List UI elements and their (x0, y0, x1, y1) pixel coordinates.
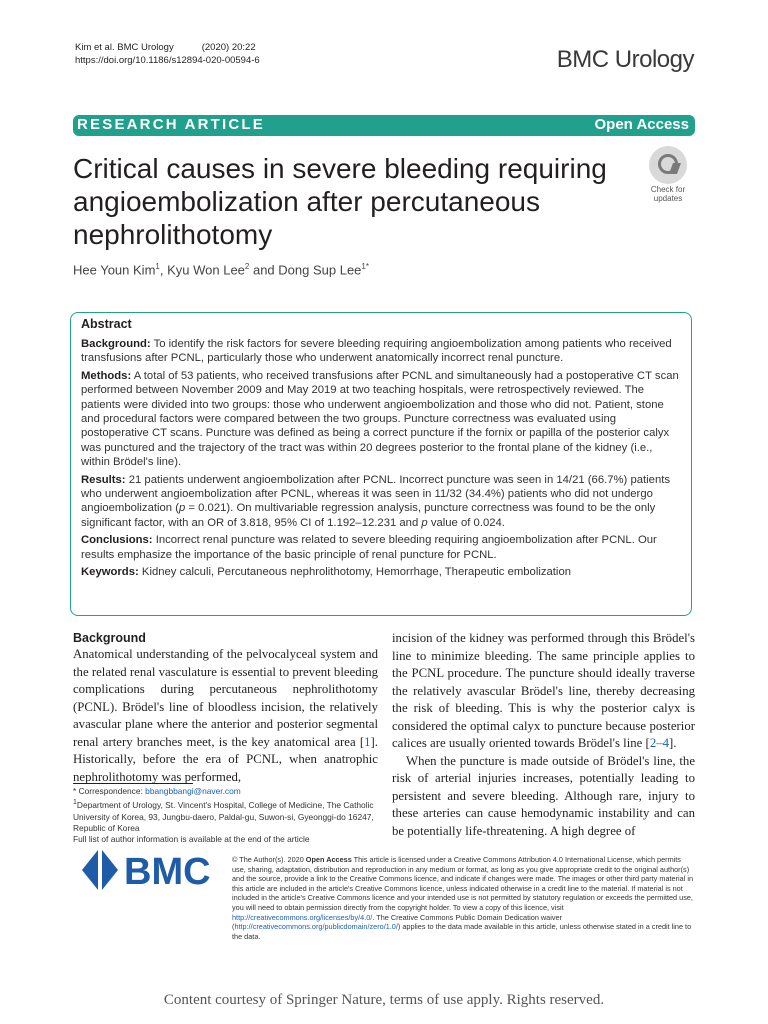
reference-link[interactable]: 2–4 (649, 736, 670, 750)
section-heading: Background (73, 631, 146, 645)
footnote: * Correspondence: bbangbbangi@naver.com $^1$Department of Urology, St. Vincent's Hospital, College of Medicine, The Catholic University of Korea, 93, Jungbu-daero, Paldal-gu, Suwon-si, Gyeonggi-do 16247, Republic of Korea Full list of author information is available at the end of the article (73, 786, 378, 846)
journal-name: BMC Urology (556, 46, 694, 73)
license-text: © The Author(s). 2020 Open Access This article is licensed under a Creative Commons Attribution 4.0 International License, which permits use, sharing, adaptation, distribution and reproduction in any medium or format, as long as you give appropriate credit to the original author(s) and the source, provide a link to the Creative Commons licence, and indicate if changes were made. The images or other third party material in this article are included in the article's Creative Commons licence, unless indicated otherwise in a credit line to the material. If material is not included in the article's Creative Commons licence and your intended use is not permitted by statutory regulation or exceeds the permitted use, you will need to obtain permission directly from the copyright holder. To view a copy of this licence, visit http://creativecommons.org/licenses/by/4.0/. The Creative Commons Public Domain Dedication waiver (http://creativecommons.org/publicdomain/zero/1.0/) applies to the data made available in this article, unless otherwise stated in a credit line to the data. (232, 855, 694, 941)
author-name: Dong Sup Lee (278, 262, 362, 278)
abstract-results: Results: 21 patients underwent angioembolization after PCNL. Incorrect puncture was seen in 14/21 (66.7%) patients who underwent angioembolization after PCNL, whereas it was seen in 11/32 (34.4%) patients who did not undergo angioembolization (p = 0.021). On multivariable regression analysis, puncture correctness was found to be the only significant factor, with an OR of 3.818, 95% CI of 1.192–12.231 and p value of 0.024. (81, 473, 671, 529)
author-name: Kyu Won Lee (167, 262, 245, 278)
cc-license-link[interactable]: http://creativecommons.org/licenses/by/4.0/ (232, 912, 373, 922)
check-updates-label: Check for updates (650, 185, 686, 203)
article-title: Critical causes in severe bleeding requiring angioembolization after percutaneous nephrolithotomy (73, 153, 607, 250)
abstract-methods: Methods: A total of 53 patients, who received transfusions after PCNL and simultaneously had a postoperative CT scan performed between November 2009 and May 2019 at two teaching hospitals, were retrospectively reviewed. The patients were divided into two groups: those who underwent angioembolization and those who did not. Patient, stone and procedural factors were compared between the two groups. Puncture correctness was evaluated using postoperative CT scans. Puncture was defined as being a correct puncture if the fornix or papilla of the posterior calyx was punctured and the trajectory of the tract was within 20 degrees posterior to the frontal plane of the kidney (i.e., within Brödel's line). (81, 369, 679, 469)
check-updates-icon (649, 146, 687, 184)
open-access-label: Open Access (594, 116, 689, 133)
citation-authors: Kim et al. BMC Urology (75, 42, 174, 53)
body-column-left (73, 630, 378, 786)
correspondence-email[interactable]: bbangbbangi@naver.com (145, 786, 241, 796)
abstract-background: Background: To identify the risk factors for severe bleeding requiring angioembolization among patients who received transfusions after PCNL, particularly those who underwent anatomically incorrect renal puncture. (81, 338, 672, 365)
courtesy-footer: Content courtesy of Springer Nature, terms of use apply. Rights reserved. (163, 992, 605, 1008)
citation-header (75, 41, 260, 67)
cc-waiver-link[interactable]: http://creativecommons.org/publicdomain/zero/1.0/ (234, 922, 398, 932)
citation-year: (2020) 20:22 (201, 42, 256, 53)
body-paragraph: Anatomical understanding of the pelvocalyceal system and the related renal vasculature is essential to prevent bleeding complications during percutaneous nephrolithotomy (PCNL). Brödel's line of bloodless incision, the relatively avascular plane where the anterior and posterior segmental renal artery branches meet, is the key anatomical area [1]. Historically, before the era of PCNL, when anatrophic nephrolithotomy was performed, (73, 647, 378, 784)
reference-link[interactable]: 1 (364, 734, 371, 749)
article-banner (73, 115, 695, 136)
abstract-box (70, 312, 692, 616)
bmc-logo (82, 846, 218, 894)
author-name: Hee Youn Kim (73, 262, 156, 278)
article-type: RESEARCH ARTICLE (77, 116, 265, 133)
affiliation: $^1$Department of Urology, St. Vincent's Hospital, College of Medicine, The Catholic University of Korea, 93, Jungbu-daero, Paldal-gu, Suwon-si, Gyeonggi-do 16247, Republic of Korea (73, 799, 374, 834)
footnote-divider (73, 783, 193, 784)
body-paragraph: When the puncture is made outside of Brödel's line, the risk of arterial injuries increases, potentially leading to persistent and severe bleeding. Although rare, injury to these arteries can cause hemodynamic instability and can be potentially life-threatening. A high degree of (392, 753, 695, 838)
abstract-keywords: Keywords: Kidney calculi, Percutaneous nephrolithotomy, Hemorrhage, Therapeutic embolization (81, 566, 572, 579)
body-column-right (392, 630, 695, 840)
abstract-heading: Abstract (81, 317, 132, 331)
check-for-updates-button[interactable] (641, 146, 695, 203)
author-info-note: Full list of author information is available at the end of the article (73, 834, 310, 845)
author-list: Hee Youn Kim$^1$, Kyu Won Lee$^2$ and Dong Sup Lee$^{1*}$ (73, 262, 369, 278)
body-paragraph: incision of the kidney was performed through this Brödel's line to minimize bleeding. The same principle applies to the PCNL procedure. The puncture should ideally traverse the relatively avascular Brödel's line, thereby decreasing the risk of bleeding. This is why the posterior calyx is considered the optimal calyx to puncture because posterior calices are usually oriented towards Brödel's line [2–4]. (392, 631, 695, 750)
abstract-conclusions: Conclusions: Incorrect renal puncture was related to severe bleeding requiring angioembolization after PCNL. Our results emphasize the importance of the basic principle of renal puncture for PCNL. (81, 534, 657, 561)
doi-link[interactable]: https://doi.org/10.1186/s12894-020-00594-6 (75, 55, 260, 66)
bmc-logo-text: BMC (124, 851, 211, 893)
